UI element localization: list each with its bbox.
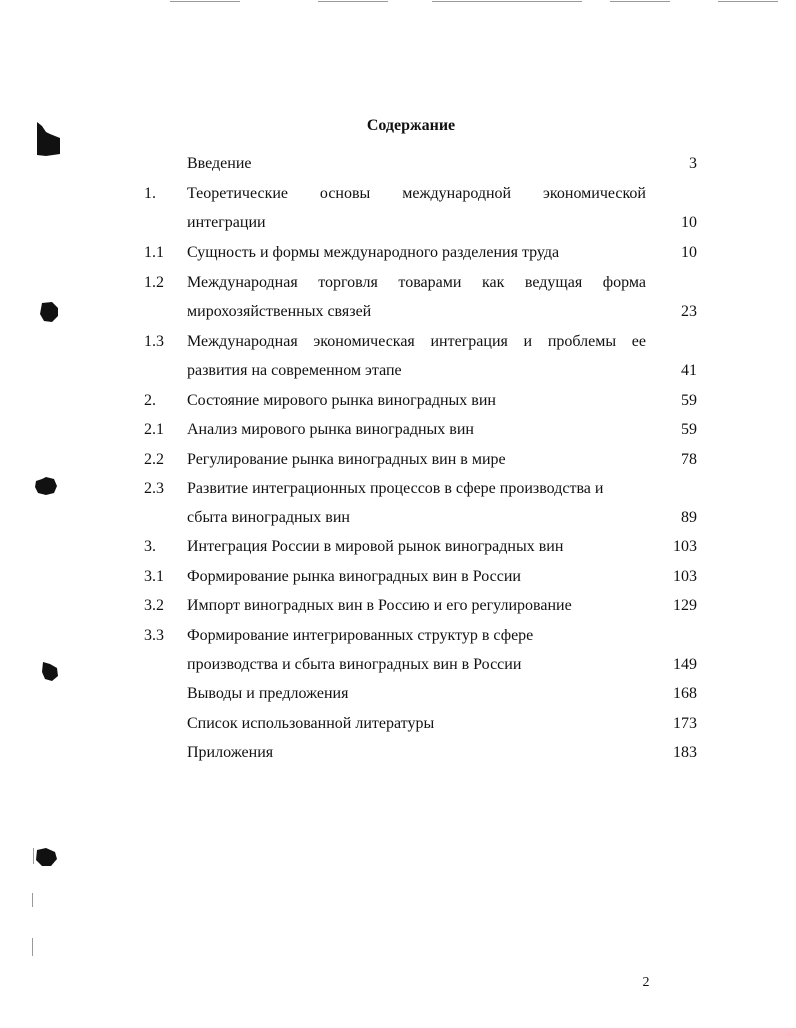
toc-entry-page: 89	[681, 509, 697, 526]
toc-entry-number: 2.2	[144, 451, 164, 468]
toc-entry	[0, 450, 796, 470]
toc-entry-number: 1.3	[144, 333, 164, 350]
toc-entry	[0, 567, 796, 587]
toc-entry	[0, 154, 796, 174]
toc-entry-page: 59	[681, 392, 697, 409]
toc-entry-number: 1.2	[144, 274, 164, 291]
toc-entry-page: 103	[673, 538, 697, 555]
toc-entry-continuation	[0, 655, 796, 675]
toc-entry	[0, 332, 796, 352]
toc-entry	[0, 391, 796, 411]
toc-entry-title-cont: сбыта виноградных вин	[187, 509, 350, 526]
toc-entry-title: Выводы и предложения	[187, 685, 349, 702]
binder-line	[32, 893, 33, 907]
toc-entry-page: 173	[673, 715, 697, 732]
toc-entry-title: Список использованной литературы	[187, 715, 435, 732]
toc-entry-title-cont: интеграции	[187, 214, 266, 231]
toc-entry-title: Приложения	[187, 744, 274, 761]
toc-entry-continuation	[0, 302, 796, 322]
toc-entry	[0, 420, 796, 440]
toc-entry-continuation	[0, 508, 796, 528]
toc-entry-number: 2.3	[144, 480, 164, 497]
toc-entry-title-cont: развития на современном этапе	[187, 362, 402, 379]
toc-entry-number: 2.1	[144, 421, 164, 438]
toc-entry	[0, 596, 796, 616]
binder-line	[33, 848, 34, 864]
toc-entry-title: Развитие интеграционных процессов в сфере производства и	[187, 480, 604, 497]
toc-entry-number: 1.1	[144, 244, 164, 261]
toc-entry-number: 3.3	[144, 627, 164, 644]
toc-entry-page: 183	[673, 744, 697, 761]
toc-entry	[0, 243, 796, 263]
toc-entry-title: Состояние мирового рынка виноградных вин	[187, 392, 496, 409]
toc-entry-page: 41	[681, 362, 697, 379]
toc-entry-number: 3.2	[144, 597, 164, 614]
toc-entry	[0, 273, 796, 293]
toc-entry-title: Теоретические основы международной экономической	[187, 185, 646, 202]
toc-entry-page: 3	[689, 155, 697, 172]
toc-entry	[0, 184, 796, 204]
toc-entry-page: 10	[681, 214, 697, 231]
toc-entry-title: Импорт виноградных вин в Россию и его регулирование	[187, 597, 572, 614]
binder-hole-mark	[34, 846, 58, 868]
toc-entry-title: Введение	[187, 155, 252, 172]
toc-entry-number: 3.	[144, 538, 156, 555]
page-title: Содержание	[366, 117, 456, 134]
toc-entry-page: 59	[681, 421, 697, 438]
toc-entry-page: 168	[673, 685, 697, 702]
toc-entry-title: Международная экономическая интеграция и проблемы ее	[187, 333, 646, 350]
binder-line	[32, 938, 33, 956]
toc-entry-number: 1.	[144, 185, 156, 202]
toc-entry-number: 3.1	[144, 568, 164, 585]
toc-entry	[0, 743, 796, 763]
toc-entry-page: 103	[673, 568, 697, 585]
toc-entry-title: Формирование рынка виноградных вин в России	[187, 568, 521, 585]
toc-entry-page: 10	[681, 244, 697, 261]
toc-entry-continuation	[0, 213, 796, 233]
toc-entry-page: 129	[673, 597, 697, 614]
toc-entry-title: Интеграция России в мировой рынок виноградных вин	[187, 538, 564, 555]
toc-entry-title: Сущность и формы международного разделения труда	[187, 244, 560, 261]
toc-entry-continuation	[0, 361, 796, 381]
toc-entry-title: Формирование интегрированных структур в сфере	[187, 627, 534, 644]
toc-entry-title: Международная торговля товарами как ведущая форма	[187, 274, 646, 291]
toc-entry-title-cont: мирохозяйственных связей	[187, 303, 372, 320]
toc-entry	[0, 714, 796, 734]
toc-entry-title-cont: производства и сбыта виноградных вин в России	[187, 656, 522, 673]
toc-entry-number: 2.	[144, 392, 156, 409]
toc-entry	[0, 626, 796, 646]
toc-entry-title: Анализ мирового рынка виноградных вин	[187, 421, 474, 438]
toc-entry	[0, 479, 796, 499]
toc-entry-title: Регулирование рынка виноградных вин в мире	[187, 451, 506, 468]
toc-entry-page: 78	[681, 451, 697, 468]
toc-entry	[0, 537, 796, 557]
page-number: 2	[642, 975, 650, 990]
toc-entry	[0, 684, 796, 704]
toc-entry-page: 23	[681, 303, 697, 320]
toc-entry-page: 149	[673, 656, 697, 673]
